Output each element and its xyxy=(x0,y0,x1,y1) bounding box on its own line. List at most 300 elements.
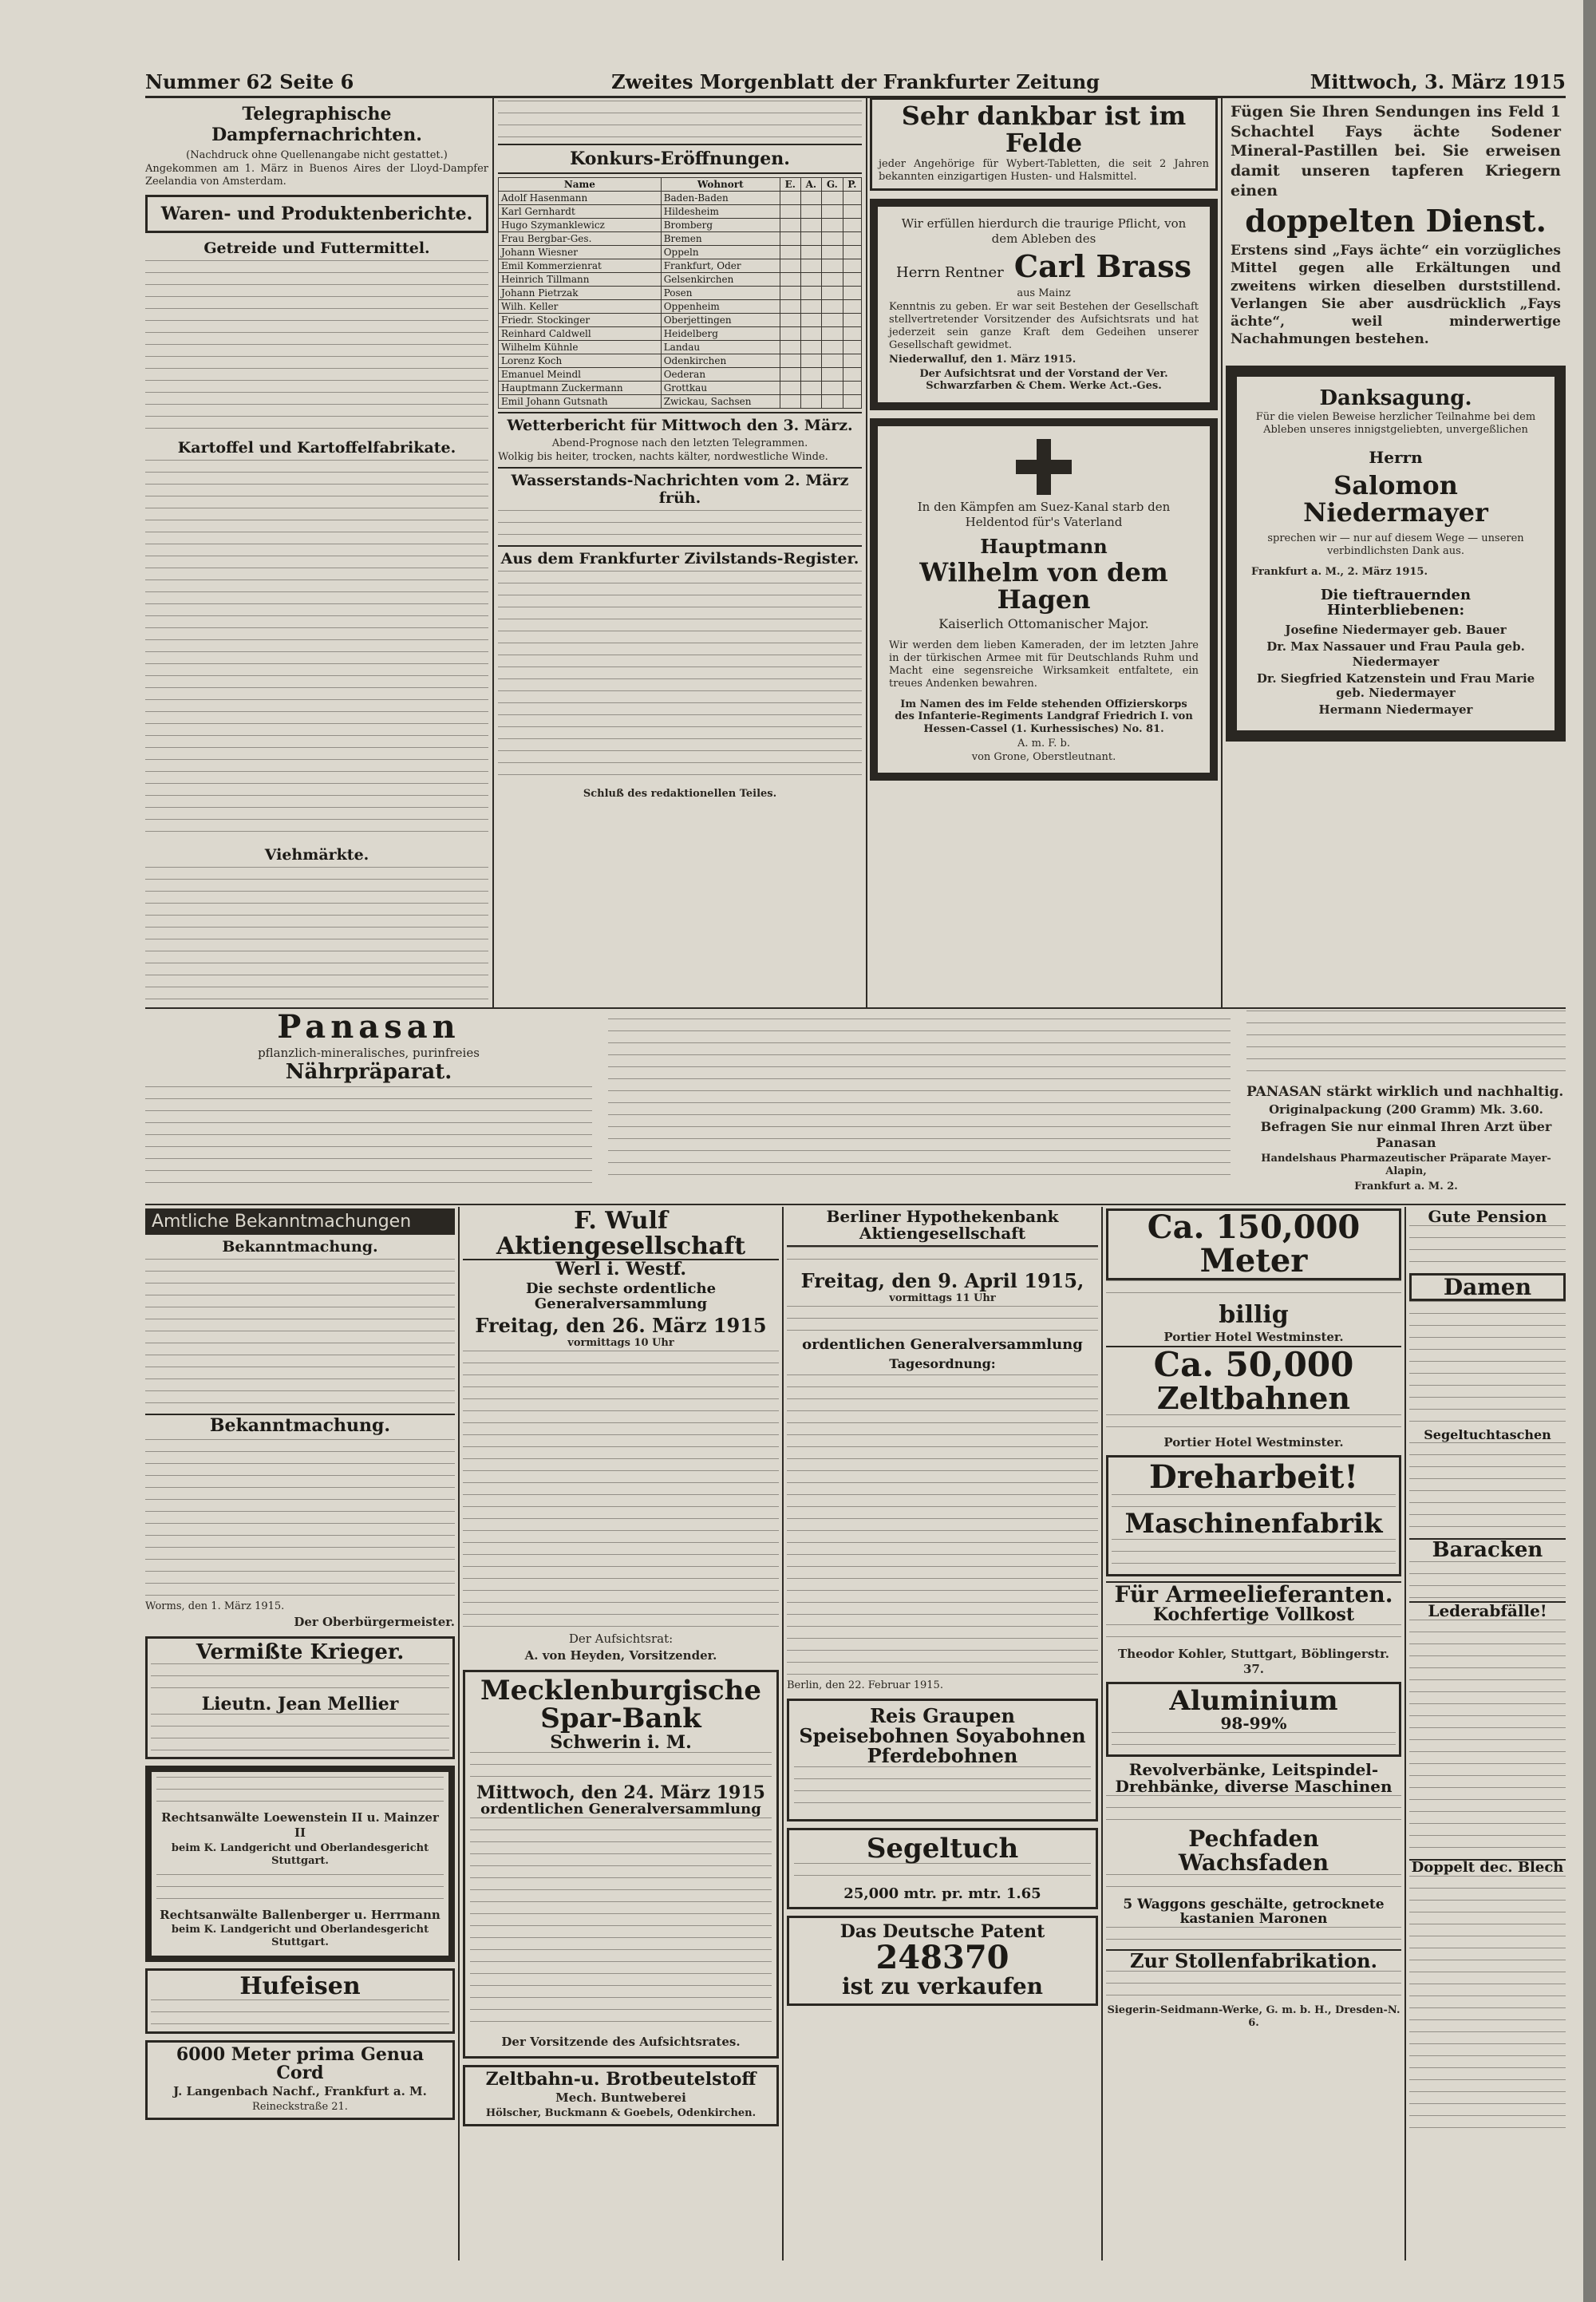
table-cell: Emil Johann Gutsnath xyxy=(499,395,662,409)
missing-name: Lieutn. Jean Mellier xyxy=(201,1694,399,1715)
potato-heading: Kartoffel und Kartoffelfabrikate. xyxy=(177,438,456,457)
table-cell xyxy=(843,219,861,232)
notice-heading: Bekanntmachung. xyxy=(222,1238,378,1256)
law-court: beim K. Landgericht und Oberlandesgericht Stuttgart. xyxy=(171,1841,429,1867)
lathes-text xyxy=(1106,1795,1401,1827)
table-cell xyxy=(843,314,861,327)
obituary-place: aus Mainz xyxy=(1017,287,1071,300)
table-cell xyxy=(780,314,800,327)
small-ads-column xyxy=(1409,1208,1566,2260)
table-cell xyxy=(800,259,821,273)
table-cell xyxy=(780,219,800,232)
mecklenburg-bank-name: Mecklenburgische Spar-Bank xyxy=(480,1674,762,1735)
table-row xyxy=(499,395,862,409)
meter-150-text xyxy=(1106,1280,1401,1303)
notice-heading: Bekanntmachung. xyxy=(145,1414,455,1436)
table-row xyxy=(499,327,862,341)
mecklenburg-agenda xyxy=(470,1817,772,2033)
table-cell xyxy=(780,192,800,205)
table-cell xyxy=(821,354,843,368)
bankruptcy-heading: Konkurs-Eröffnungen. xyxy=(570,148,790,169)
table-cell xyxy=(843,354,861,368)
stollen-headline: Zur Stollenfabrikation. xyxy=(1106,1949,1401,1971)
law-text xyxy=(156,1874,444,1906)
obituary-hagen xyxy=(870,418,1218,781)
turning-work-ad xyxy=(1106,1455,1401,1576)
issue-date: Mittwoch, 3. März 1915 xyxy=(1310,70,1566,93)
missing-soldiers-heading: Vermißte Krieger. xyxy=(196,1640,405,1664)
table-cell xyxy=(780,205,800,219)
table-cell xyxy=(821,232,843,246)
table-cell xyxy=(780,395,800,409)
official-notices-column xyxy=(145,1208,455,2260)
table-cell: Hildesheim xyxy=(661,205,780,219)
thanks-date: Frankfurt a. M., 2. März 1915. xyxy=(1251,565,1428,578)
fays-text: Fügen Sie Ihren Sendungen ins Feld 1 Schachtel Fays ächte Sodener Mineral-Pastillen bei. Sie erweisen damit unseren tapferen Kriegern einen xyxy=(1231,103,1561,200)
table-header: P. xyxy=(843,178,861,192)
panasan-maker: Handelshaus Pharmazeutischer Präparate Mayer-Alapin, xyxy=(1261,1153,1551,1178)
thread-text xyxy=(1106,1874,1401,1898)
table-cell xyxy=(821,287,843,300)
civil-register-text xyxy=(498,571,862,786)
missing-text xyxy=(151,1714,449,1754)
notice-signer: Der Oberbürgermeister. xyxy=(294,1615,455,1630)
grain-heading: Getreide und Futtermittel. xyxy=(203,239,430,257)
table-cell xyxy=(821,246,843,259)
steamer-news-heading: Telegraphische Dampfernachrichten. xyxy=(211,104,422,146)
wybert-text: jeder Angehörige für Wybert-Tabletten, die seit 2 Jahren bekannten einzigartigen Husten- und Halsmittel. xyxy=(879,158,1209,184)
wulf-city: Werl i. Westf. xyxy=(555,1259,686,1280)
column-rule xyxy=(782,1207,784,2260)
mecklenburg-bank-notice xyxy=(463,1670,779,2059)
law-firm-1: Rechtsanwälte Loewenstein II u. Mainzer II xyxy=(161,1810,439,1841)
table-cell xyxy=(780,232,800,246)
table-row xyxy=(499,368,862,382)
table-row xyxy=(499,259,862,273)
table-row xyxy=(499,273,862,287)
patent-ad xyxy=(787,1916,1098,2005)
table-cell xyxy=(800,327,821,341)
panasan-subtitle: pflanzlich-mineralisches, purinfreies xyxy=(258,1046,480,1060)
wybert-ad xyxy=(870,97,1218,191)
lathes-headline: Revolverbänke, Leitspindel-Drehbänke, diverse Maschinen xyxy=(1115,1760,1393,1797)
panasan-text-left xyxy=(145,1086,592,1190)
ready-food-text xyxy=(1106,1624,1401,1645)
table-cell: Adolf Hasenmann xyxy=(499,192,662,205)
table-cell xyxy=(780,341,800,354)
table-cell: Oederan xyxy=(661,368,780,382)
table-cell: Emanuel Meindl xyxy=(499,368,662,382)
obituary-name: Carl Brass xyxy=(1013,248,1191,285)
aluminium-headline: Aluminium xyxy=(1169,1684,1338,1717)
page-edge xyxy=(1583,0,1596,2302)
wax-thread-headline: Wachsfaden xyxy=(1178,1849,1329,1876)
table-cell xyxy=(780,300,800,314)
weather-text: Wolkig bis heiter, trocken, nachts kälter, nordwestliche Winde. xyxy=(498,451,828,464)
table-cell xyxy=(800,300,821,314)
obituary-intro: Wir erfüllen hierdurch die traurige Pflicht, von dem Ableben des xyxy=(901,216,1187,246)
tent-sheets-text xyxy=(1106,1414,1401,1434)
panasan-city: Frankfurt a. M. 2. xyxy=(1354,1180,1458,1193)
official-notices-header: Amtliche Bekanntmachungen xyxy=(145,1208,455,1235)
table-cell xyxy=(780,273,800,287)
thanks-name: Salomon Niedermayer xyxy=(1303,469,1488,528)
section-rule xyxy=(145,1007,1566,1009)
fays-ad xyxy=(1226,97,1566,353)
table-cell xyxy=(800,192,821,205)
obituary-date: Niederwalluf, den 1. März 1915. xyxy=(889,353,1077,366)
table-row xyxy=(499,205,862,219)
table-cell xyxy=(821,382,843,395)
notice-text xyxy=(145,1259,455,1410)
table-cell: Frau Bergbar-Ges. xyxy=(499,232,662,246)
reports-heading-box xyxy=(145,195,488,233)
table-cell: Gelsenkirchen xyxy=(661,273,780,287)
table-cell xyxy=(843,192,861,205)
livestock-report-text xyxy=(145,867,488,1007)
prices-text xyxy=(498,101,862,140)
meter-50-headline: Ca. 50,000 xyxy=(1106,1346,1401,1382)
table-cell: Grottkau xyxy=(661,382,780,395)
mourner: Dr. Max Nassauer und Frau Paula geb. Niedermayer xyxy=(1266,639,1525,669)
table-cell xyxy=(800,287,821,300)
issue-number: Nummer 62 Seite 6 xyxy=(145,70,354,93)
table-row xyxy=(499,246,862,259)
pension-headline: Gute Pension xyxy=(1428,1208,1547,1226)
weather-subheading: Abend-Prognose nach den letzten Telegrammen. xyxy=(551,437,808,450)
turning-work-text xyxy=(1112,1494,1396,1510)
table-cell: Hugo Szymanklewicz xyxy=(499,219,662,232)
thanks-herrn: Herrn xyxy=(1369,447,1423,467)
table-cell: Oppeln xyxy=(661,246,780,259)
mecklenburg-signer: Der Vorsitzende des Aufsichtsrates. xyxy=(501,2035,741,2050)
meter-150-cheap: billig xyxy=(1219,1301,1289,1329)
tent-fabric-ad xyxy=(463,2065,779,2127)
table-cell xyxy=(843,341,861,354)
table-cell xyxy=(843,327,861,341)
tent-sheets-headline: Zeltbahnen xyxy=(1156,1380,1351,1417)
bank-intro xyxy=(787,1247,1098,1271)
bankruptcy-column xyxy=(498,101,862,1007)
table-cell xyxy=(800,219,821,232)
army-suppliers-heading: Für Armeelieferanten. xyxy=(1106,1581,1401,1606)
table-row xyxy=(499,192,862,205)
table-header: A. xyxy=(800,178,821,192)
iron-cross-icon xyxy=(1016,439,1072,495)
bank-assembly: ordentlichen Generalversammlung xyxy=(802,1336,1083,1354)
table-cell: Wilhelm Kühnle xyxy=(499,341,662,354)
thanks-text: Für die vielen Beweise herzlicher Teilnahme bei dem Ableben unseres innigstgeliebten, unvergeßlichen xyxy=(1255,411,1536,437)
tent-sheets-contact: Portier Hotel Westminster. xyxy=(1163,1435,1344,1450)
obituary-signature: Im Namen des im Felde stehenden Offizierskorps des Infanterie-Regiments Landgraf Friedrich I. von Hessen-Cassel (1. Kurhessisches) No. 81. xyxy=(895,698,1193,736)
column-rule xyxy=(1404,1207,1406,2260)
canvas-bags-text xyxy=(1409,1442,1566,1538)
table-cell: Lorenz Koch xyxy=(499,354,662,368)
wulf-signer: Der Aufsichtsrat: xyxy=(568,1632,674,1647)
column-rule xyxy=(1101,1207,1103,2260)
table-header: Wohnort xyxy=(661,178,780,192)
canvas-bags-headline: Segeltuchtaschen xyxy=(1424,1427,1551,1443)
table-cell xyxy=(800,354,821,368)
table-cell xyxy=(843,232,861,246)
bankruptcy-table xyxy=(498,177,862,409)
barracks-text xyxy=(1409,1561,1566,1601)
panasan-text-middle xyxy=(608,1018,1231,1178)
aluminium-ad xyxy=(1106,1682,1401,1758)
obituary-title: Kaiserlich Ottomanischer Major. xyxy=(938,616,1149,632)
editorial-end-note: Schluß des redaktionellen Teiles. xyxy=(583,788,777,801)
wulf-time: vormittags 10 Uhr xyxy=(567,1337,674,1350)
thanks-notice xyxy=(1226,366,1566,742)
missing-soldiers-box xyxy=(145,1636,455,1759)
table-cell xyxy=(843,382,861,395)
table-cell xyxy=(821,273,843,287)
sheet-metal-text xyxy=(1409,1876,1566,2131)
weather-heading: Wetterbericht für Mittwoch den 3. März. xyxy=(498,412,862,434)
turning-work-factory: Maschinenfabrik xyxy=(1124,1507,1383,1540)
law-firm-2: Rechtsanwälte Ballenberger u. Herrmann xyxy=(160,1907,440,1922)
market-reports-column xyxy=(145,101,488,1007)
fays-text-2: Erstens sind „Fays ächte“ ein vorzügliches Mittel gegen alle Erkältungen und zweitens wirken dieselben durststillend. Verlangen Sie aber ausdrücklich „Fays ächte“, weil minderwertige Nachahmungen bestehen. xyxy=(1231,243,1561,347)
obituary-text: Wir werden dem lieben Kameraden, der im letzten Jahre in der türkischen Armee mit für Deutschlands Ruhm und Macht eine segensreiche Wirksamkeit entfaltete, ein treues Andenken bewahren. xyxy=(889,639,1199,690)
obituary-intro: In den Kämpfen am Suez-Kanal starb den Heldentod für's Vaterland xyxy=(917,500,1171,530)
meter-150-contact: Portier Hotel Westminster. xyxy=(1163,1329,1344,1344)
table-cell xyxy=(780,246,800,259)
panasan-title: Panasan xyxy=(277,1011,460,1046)
table-cell: Reinhard Caldwell xyxy=(499,327,662,341)
missing-text xyxy=(151,1663,449,1695)
mourner: Josefine Niedermayer geb. Bauer xyxy=(1285,623,1507,638)
masthead xyxy=(145,67,1566,98)
table-cell xyxy=(821,219,843,232)
table-header: Name xyxy=(499,178,662,192)
sailcloth-price: 25,000 mtr. pr. mtr. 1.65 xyxy=(843,1885,1041,1903)
wulf-assembly: Die sechste ordentliche Generalversammlung xyxy=(525,1280,717,1312)
table-cell xyxy=(843,287,861,300)
table-cell xyxy=(800,273,821,287)
obituary-brass xyxy=(870,199,1218,410)
table-row xyxy=(499,300,862,314)
table-cell: Landau xyxy=(661,341,780,354)
obituary-signature: Der Aufsichtsrat und der Vorstand der Ver. Schwarzfarben & Chem. Werke Act.-Ges. xyxy=(919,367,1168,393)
tent-fabric-maker: Mech. Buntweberei xyxy=(555,2090,686,2105)
law-court: beim K. Landgericht und Oberlandesgericht Stuttgart. xyxy=(171,1924,429,1949)
mecklenburg-city: Schwerin i. M. xyxy=(550,1731,692,1753)
table-cell: Hauptmann Zuckermann xyxy=(499,382,662,395)
obituary-prefix: Herrn Rentner xyxy=(896,264,1004,282)
fays-headline: doppelten Dienst. xyxy=(1245,203,1547,239)
law-text xyxy=(156,1777,444,1809)
table-row xyxy=(499,219,862,232)
ready-food-company: Theodor Kohler, Stuttgart, Böblingerstr. 37. xyxy=(1118,1647,1389,1676)
table-cell xyxy=(821,300,843,314)
aluminium-text xyxy=(1112,1732,1396,1751)
ads-column xyxy=(1226,97,1566,1007)
table-cell xyxy=(821,341,843,354)
panasan-text-right xyxy=(1246,1011,1566,1082)
barracks-headline: Baracken xyxy=(1409,1538,1566,1561)
table-cell xyxy=(843,259,861,273)
horseshoe-heading: Hufeisen xyxy=(239,1972,361,2001)
horseshoe-ad xyxy=(145,1968,455,2034)
table-cell: Karl Gernhardt xyxy=(499,205,662,219)
mecklenburg-date: Mittwoch, den 24. März 1915 xyxy=(476,1782,765,1804)
table-cell xyxy=(780,327,800,341)
livestock-heading: Viehmärkte. xyxy=(264,845,369,864)
bank-city-date: Berlin, den 22. Februar 1915. xyxy=(787,1679,943,1692)
water-levels-text xyxy=(498,510,862,542)
table-cell xyxy=(821,205,843,219)
genua-headline: 6000 Meter prima Genua Cord xyxy=(176,2043,425,2083)
chestnuts-text xyxy=(1106,1927,1401,1949)
sailcloth-text xyxy=(794,1863,1091,1887)
table-cell: Frankfurt, Oder xyxy=(661,259,780,273)
obituary-signer: von Grone, Oberstleutnant. xyxy=(971,751,1116,764)
table-cell: Posen xyxy=(661,287,780,300)
bank-time: vormittags 11 Uhr xyxy=(889,1292,996,1305)
panasan-ad xyxy=(145,1011,1566,1200)
horseshoe-text xyxy=(151,1999,449,2028)
table-cell xyxy=(843,395,861,409)
rice-text xyxy=(794,1766,1091,1814)
table-cell: Bremen xyxy=(661,232,780,246)
table-cell xyxy=(800,395,821,409)
bank-date: Freitag, den 9. April 1915, xyxy=(800,1269,1084,1292)
table-row xyxy=(499,232,862,246)
table-cell xyxy=(780,368,800,382)
column-rule xyxy=(866,97,867,1007)
stollen-text xyxy=(1106,1971,1401,2003)
genua-cord-ad xyxy=(145,2040,455,2120)
meter-150-headline: Ca. 150,000 Meter xyxy=(1106,1208,1401,1280)
pension-text xyxy=(1409,1225,1566,1273)
panasan-package: Originalpackung (200 Gramm) Mk. 3.60. xyxy=(1269,1102,1543,1117)
table-row xyxy=(499,341,862,354)
newspaper-title: Zweites Morgenblatt der Frankfurter Zeitung xyxy=(611,70,1100,93)
obituary-text: Kenntnis zu geben. Er war seit Bestehen der Gesellschaft stellvertretender Vorsitzender des Aufsichtsrats und hat jederzeit sein ganze Kraft dem Gedeihen unserer Gesellschaft gewidmet. xyxy=(889,301,1199,351)
patent-heading: Das Deutsche Patent xyxy=(839,1921,1045,1943)
table-cell xyxy=(821,314,843,327)
tent-fabric-address: Hölscher, Buckmann & Goebels, Odenkirchen. xyxy=(485,2106,757,2119)
bankruptcy-heading-box xyxy=(498,144,862,174)
stollen-company: Siegerin-Seidmann-Werke, G. m. b. H., Dresden-N. 6. xyxy=(1107,2004,1400,2029)
steamer-news-text: Angekommen am 1. März in Buenos Aires der Lloyd-Dampfer Zeelandia von Amsterdam. xyxy=(145,162,488,188)
table-cell: Zwickau, Sachsen xyxy=(661,395,780,409)
column-rule xyxy=(1221,97,1223,1007)
table-header: E. xyxy=(780,178,800,192)
thanks-text-2: sprechen wir — nur auf diesem Wege — unseren verbindlichsten Dank aus. xyxy=(1267,532,1524,557)
potato-report-text xyxy=(145,460,488,843)
wulf-date: Freitag, den 26. März 1915 xyxy=(475,1313,767,1337)
table-cell: Friedr. Stockinger xyxy=(499,314,662,327)
civil-register-heading: Aus dem Frankfurter Zivilstands-Register. xyxy=(498,545,862,568)
table-cell: Johann Wiesner xyxy=(499,246,662,259)
wulf-signer-name: A. von Heyden, Vorsitzender. xyxy=(524,1647,717,1663)
table-cell xyxy=(780,382,800,395)
wulf-agenda xyxy=(463,1351,779,1630)
wulf-company: F. Wulf Aktiengesellschaft xyxy=(463,1208,779,1260)
table-cell xyxy=(843,205,861,219)
notice-text xyxy=(145,1439,455,1599)
table-cell xyxy=(780,354,800,368)
thanks-heading: Danksagung. xyxy=(1319,386,1472,410)
bank-agenda xyxy=(787,1374,1098,1678)
mourner: Hermann Niedermayer xyxy=(1318,702,1473,718)
table-row xyxy=(499,382,862,395)
table-cell: Baden-Baden xyxy=(661,192,780,205)
thanks-mourners-heading: Die tieftrauernden Hinterbliebenen: xyxy=(1320,586,1472,619)
chestnuts-headline: 5 Waggons geschälte, getrocknete kastanien Maronen xyxy=(1123,1897,1385,1927)
water-levels-heading: Wasserstands-Nachrichten vom 2. März früh. xyxy=(498,467,862,507)
table-cell xyxy=(821,327,843,341)
table-cell xyxy=(800,341,821,354)
table-cell xyxy=(821,368,843,382)
table-cell: Heidelberg xyxy=(661,327,780,341)
section-rule xyxy=(145,1204,1566,1205)
panasan-ask: Befragen Sie nur einmal Ihren Arzt über Panasan xyxy=(1260,1119,1552,1150)
table-row xyxy=(499,354,862,368)
rice-ad xyxy=(787,1699,1098,1821)
table-cell xyxy=(800,382,821,395)
patent-sale: ist zu verkaufen xyxy=(841,1973,1044,2000)
bank-location xyxy=(787,1306,1098,1338)
wybert-headline: Sehr dankbar ist im Felde xyxy=(901,101,1187,158)
table-cell xyxy=(821,192,843,205)
turning-work-headline: Dreharbeit! xyxy=(1149,1458,1358,1496)
table-cell xyxy=(780,287,800,300)
tent-fabric-headline: Zeltbahn-u. Brotbeutelstoff xyxy=(485,2068,757,2090)
panasan-subtitle-2: Nährpräparat. xyxy=(285,1060,452,1084)
column-rule xyxy=(492,97,494,1007)
table-cell: Wilh. Keller xyxy=(499,300,662,314)
table-cell xyxy=(780,259,800,273)
table-cell xyxy=(800,246,821,259)
table-cell: Johann Pietrzak xyxy=(499,287,662,300)
table-cell xyxy=(843,368,861,382)
table-cell xyxy=(821,259,843,273)
table-cell: Emil Kommerzienrat xyxy=(499,259,662,273)
ladies-headline: Damen xyxy=(1409,1273,1566,1301)
shareholder-notices-column xyxy=(463,1208,779,2260)
table-cell: Oberjettingen xyxy=(661,314,780,327)
notices-column xyxy=(870,97,1218,1007)
turning-work-text xyxy=(1112,1539,1396,1571)
law-firm-notice xyxy=(145,1766,455,1962)
table-cell: Bromberg xyxy=(661,219,780,232)
obituary-abbreviation: A. m. F. b. xyxy=(1017,738,1070,750)
table-cell xyxy=(800,232,821,246)
steamer-news-note: (Nachdruck ohne Quellenangabe nicht gestattet.) xyxy=(186,148,448,161)
genua-address: Reineckstraße 21. xyxy=(252,2100,348,2113)
bankruptcy-table-body xyxy=(499,192,862,409)
mourner: Dr. Siegfried Katzenstein und Frau Marie geb. Niedermayer xyxy=(1256,670,1535,701)
genua-company: J. Langenbach Nachf., Frankfurt a. M. xyxy=(173,2083,427,2098)
table-cell: Oppenheim xyxy=(661,300,780,314)
grain-report-text xyxy=(145,260,488,436)
mecklenburg-assembly: ordentlichen Generalversammlung xyxy=(480,1801,761,1818)
ladies-text xyxy=(1409,1301,1566,1429)
sheet-metal-headline: Doppelt dec. Blech xyxy=(1409,1859,1566,1876)
notice-place-date: Worms, den 1. März 1915. xyxy=(145,1600,285,1613)
obituary-name: Wilhelm von dem Hagen xyxy=(919,557,1168,615)
table-cell xyxy=(843,246,861,259)
table-header: G. xyxy=(821,178,843,192)
reports-heading: Waren- und Produktenberichte. xyxy=(160,203,473,224)
table-cell xyxy=(843,273,861,287)
table-cell xyxy=(821,395,843,409)
pitch-thread-headline: Pechfaden xyxy=(1188,1825,1319,1853)
table-cell: Odenkirchen xyxy=(661,354,780,368)
